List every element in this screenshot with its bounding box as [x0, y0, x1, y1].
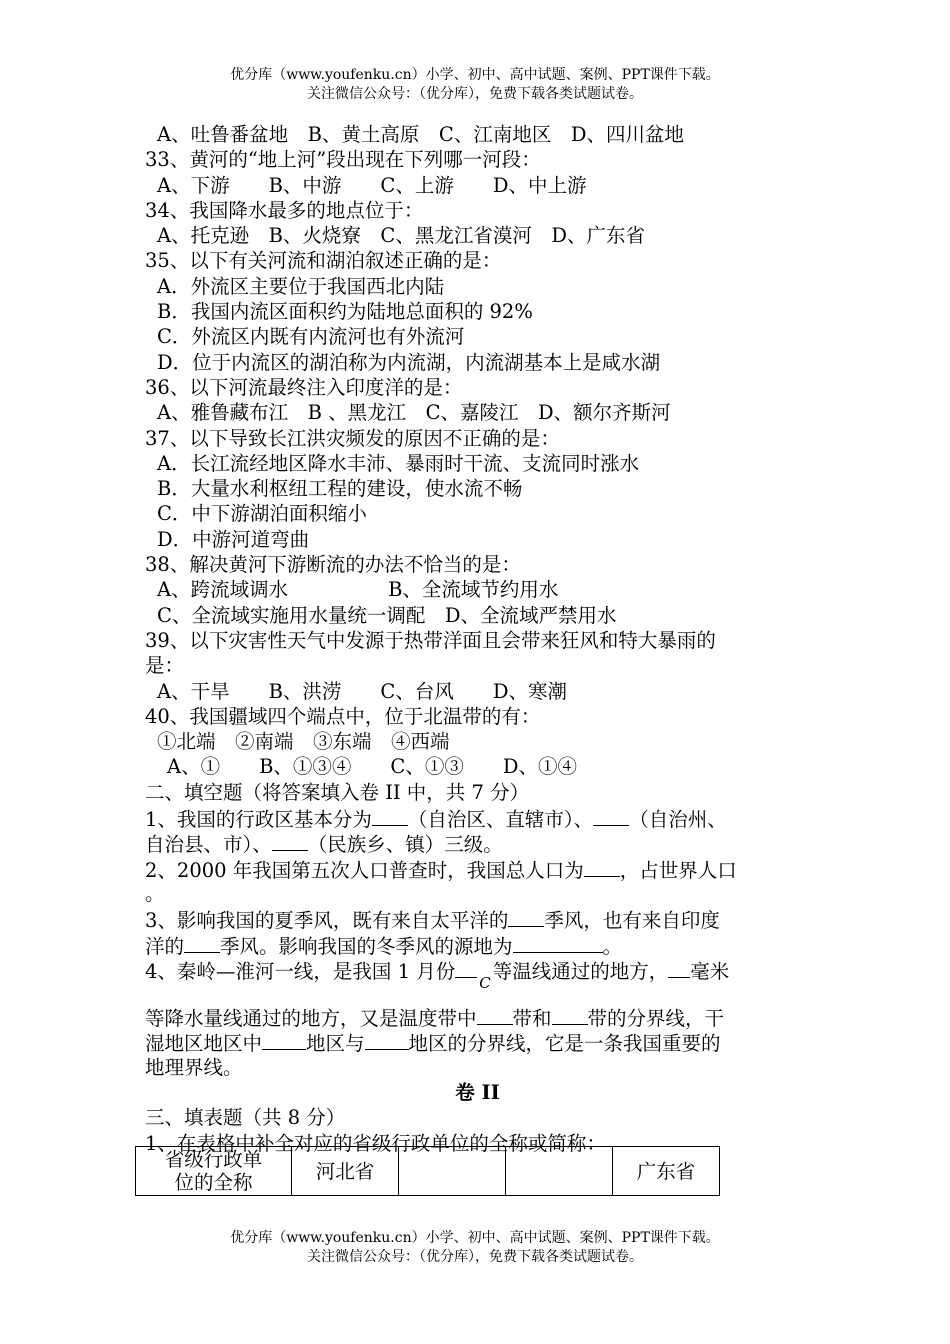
q37-option-d: D．中游河道弯曲 — [157, 527, 310, 551]
fill-4-line-3 — [145, 1029, 810, 1054]
q34-options: A、托克逊 B、火烧寮 C、黑龙江省漠河 D、广东省 — [157, 224, 645, 248]
fill-3-line-2 — [145, 932, 810, 957]
page-footer — [0, 1229, 950, 1267]
table-header-cell — [136, 1147, 292, 1196]
q32-options: A、吐鲁番盆地 B、黄土高原 C、江南地区 D、四川盆地 — [157, 123, 684, 146]
fill-blank[interactable] — [365, 1029, 409, 1050]
fill-2-text-b: ，占世界人口 — [619, 858, 737, 882]
province-table — [135, 1146, 720, 1196]
q40-items: ①北端 ②南端 ③东端 ④西端 — [157, 730, 450, 754]
fill-4-text-h: 地区与 — [306, 1032, 365, 1056]
fill-2-line-1 — [145, 856, 810, 881]
fill-4-line-2 — [145, 1004, 810, 1029]
fill-blank[interactable] — [272, 830, 308, 851]
fill-1-line-2 — [145, 830, 810, 855]
q35-option-d: D．位于内流区的湖泊称为内流湖，内流湖基本上是咸水湖 — [157, 350, 661, 374]
q38-options-cd: C、全流域实施用水量统一调配 D、全流域严禁用水 — [157, 603, 617, 627]
fill-3-text-a: 3、影响我国的夏季风，既有来自太平洋的 — [145, 909, 509, 933]
fill-2-text-a: 2、2000 年我国第五次人口普查时，我国总人口为 — [145, 858, 584, 882]
fill-blank[interactable] — [184, 932, 220, 953]
q37-option-c: C．中下游湖泊面积缩小 — [157, 502, 367, 526]
q33-options: A、下游 B、中游 C、上游 D、中上游 — [157, 173, 587, 197]
q36-stem: 36、以下河流最终注入印度洋的是： — [145, 375, 463, 399]
fill-blank[interactable] — [455, 957, 477, 978]
q35-option-a: A．外流区主要位于我国西北内陆 — [157, 274, 445, 298]
q40-stem: 40、我国疆域四个端点中，位于北温带的有： — [145, 704, 541, 728]
table-row — [136, 1147, 720, 1196]
fill-3-text-c: 洋的 — [145, 934, 185, 958]
fill-3-text-b: 季风，也有来自印度 — [544, 909, 720, 933]
fill-blank[interactable] — [584, 856, 620, 877]
table-cell-blank[interactable] — [506, 1147, 613, 1196]
q34-stem: 34、我国降水最多的地点位于： — [145, 198, 424, 222]
footer-line-1: 优分库（www.youfenku.cn）小学、初中、高中试题、案例、PPT课件下载。 — [230, 1230, 720, 1246]
q38-option-b: B、全流域节约用水 — [388, 578, 559, 602]
section3-q1: 1、在表格中补全对应的省级行政单位的全称或简称： — [145, 1131, 606, 1155]
fill-1-text-c: （自治州、 — [629, 808, 727, 832]
q37-option-b: B．大量水利枢纽工程的建设，使水流不畅 — [157, 477, 523, 501]
fill-4-line-1 — [145, 957, 810, 992]
exam-content — [145, 122, 810, 1156]
page-header — [0, 66, 950, 104]
header-line-2: 关注微信公众号：（优分库），免费下载各类试题试卷。 — [307, 86, 643, 102]
q35-option-b: B．我国内流区面积约为陆地总面积的 92% — [157, 300, 533, 324]
q33-stem: 33、黄河的“地上河”段出现在下列哪一河段： — [145, 148, 541, 172]
fill-4-text-a: 4、秦岭—淮河一线，是我国 1 月份 — [145, 959, 456, 983]
fill-1-text-e: （民族乡、镇）三级。 — [307, 833, 503, 857]
q36-options: A、雅鲁藏布江 B 、黑龙江 C、嘉陵江 D、额尔齐斯河 — [157, 401, 671, 425]
q40-options: A、① B、①③④ C、①③ D、①④ — [167, 755, 577, 779]
fill-4-text-d: 等降水量线通过的地方，又是温度带中 — [145, 1007, 477, 1031]
q39-options: A、干旱 B、洪涝 C、台风 D、寒潮 — [157, 679, 567, 703]
fill-4-text-i: 地区的分界线，它是一条我国重要的 — [408, 1032, 721, 1056]
q38-option-a: A、跨流域调水 — [157, 578, 289, 602]
q39-stem-2: 是： — [145, 654, 185, 678]
fill-blank[interactable] — [372, 805, 408, 826]
fill-blank[interactable] — [508, 906, 544, 927]
fill-blank[interactable] — [552, 1004, 588, 1025]
section3-title: 三、填表题（共 8 分） — [145, 1106, 346, 1130]
fill-3-line-1 — [145, 906, 810, 931]
fill-blank[interactable] — [262, 1029, 306, 1050]
fill-2-line-2: 。 — [145, 881, 165, 905]
table-header-line-2: 位的全称 — [174, 1171, 253, 1194]
table-cell: 广东省 — [613, 1147, 720, 1196]
fill-1-text-d: 自治县、市）、 — [145, 833, 272, 857]
q39-stem-1: 39、以下灾害性天气中发源于热带洋面且会带来狂风和特大暴雨的 — [145, 628, 716, 652]
fill-4-text-e: 带和 — [512, 1007, 552, 1031]
q38-options-ab — [145, 577, 810, 602]
q35-option-c: C．外流区内既有内流河也有外流河 — [157, 325, 465, 349]
fill-blank[interactable] — [513, 932, 603, 953]
fill-4-line-4: 地理界线。 — [145, 1055, 243, 1079]
fill-blank[interactable] — [668, 957, 690, 978]
fill-blank[interactable] — [477, 1004, 513, 1025]
degree-unit: C — [479, 973, 491, 992]
fill-1-text-a: 1、我国的行政区基本分为 — [145, 808, 372, 832]
table-header-line-1: 省级行政单 — [164, 1148, 263, 1171]
q38-stem: 38、解决黄河下游断流的办法不恰当的是： — [145, 553, 521, 577]
q37-stem: 37、以下导致长江洪灾频发的原因不正确的是： — [145, 426, 560, 450]
paper-2-title: 卷 II — [455, 1080, 500, 1104]
fill-3-text-d: 季风。影响我国的冬季风的源地为 — [220, 934, 513, 958]
fill-blank[interactable] — [593, 805, 629, 826]
fill-4-text-g: 湿地区地区中 — [145, 1032, 263, 1056]
fill-4-text-f: 带的分界线，干 — [587, 1007, 725, 1031]
fill-3-text-e: 。 — [602, 934, 623, 958]
fill-1-line-1 — [145, 805, 810, 830]
fill-1-text-b: （自治区、直辖市）、 — [407, 808, 594, 832]
header-line-1: 优分库（www.youfenku.cn）小学、初中、高中试题、案例、PPT课件下载。 — [230, 67, 720, 83]
section2-title: 二、填空题（将答案填入卷 II 中，共 7 分） — [145, 780, 530, 804]
fill-4-text-c: 毫米 — [690, 959, 730, 983]
q37-option-a: A．长江流经地区降水丰沛、暴雨时干流、支流同时涨水 — [157, 451, 640, 475]
table-cell-blank[interactable] — [399, 1147, 506, 1196]
q35-stem: 35、以下有关河流和湖泊叙述正确的是： — [145, 249, 502, 273]
footer-line-2: 关注微信公众号：（优分库），免费下载各类试题试卷。 — [307, 1249, 643, 1265]
fill-4-text-b: 等温线通过的地方， — [492, 959, 669, 983]
table-cell: 河北省 — [292, 1147, 399, 1196]
